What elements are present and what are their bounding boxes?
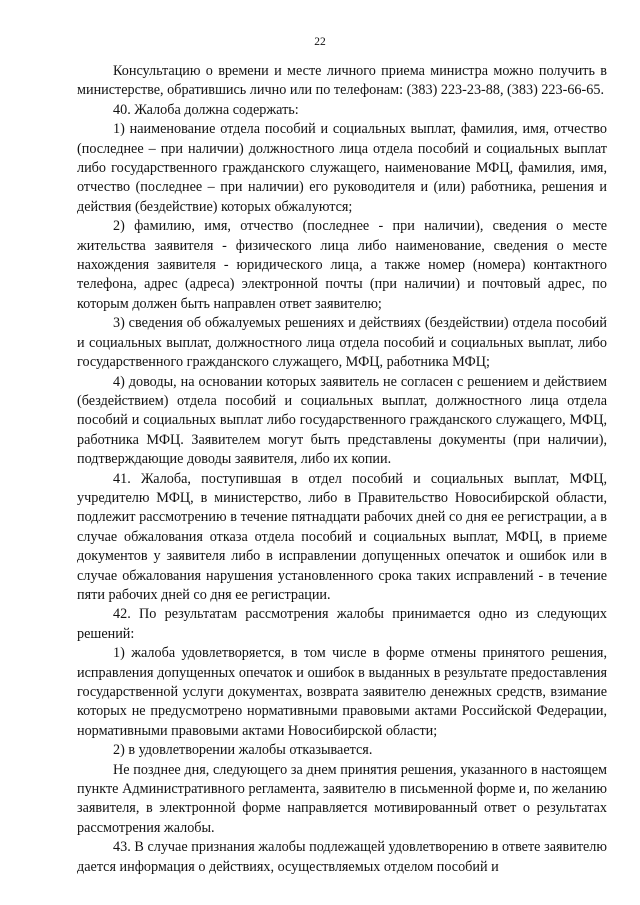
paragraph-40-4: 4) доводы, на основании которых заявитель не согласен с решением и действием (бездействием) отдела пособий и социальных выплат, должностного лица отдела пособий и социальных выплат либо государственного гражданского служащего, МФЦ, работника МФЦ. Заявителем могут быть представлены документы (при наличии), подтверждающие доводы заявителя, либо их копии. xyxy=(77,373,607,468)
paragraph-item-42: 42. По результатам рассмотрения жалобы принимается одно из следующих решений: xyxy=(77,606,607,642)
page-number: 22 xyxy=(314,36,326,48)
paragraph-item-41: 41. Жалоба, поступившая в отдел пособий и социальных выплат, МФЦ, учредителю МФЦ, в министерство, либо в Правительство Новосибирской области, подлежит рассмотрению в течение пятнадцати рабочих дней со дня ее регистрации, а в случае обжалования отказа отдела пособий и социальных выплат, МФЦ, в приеме документов у заявителя либо в исправлении допущенных опечаток и ошибок или в случае обжалования нарушения установленного срока таких исправлений - в течение пяти рабочих дней со дня ее регистрации. xyxy=(77,470,607,603)
paragraph-40-2: 2) фамилию, имя, отчество (последнее - при наличии), сведения о месте жительства заявителя - физического лица либо наименование, сведения о месте нахождения заявителя - юридического лица, а также номер (номера) контактного телефона, адрес (адреса) электронной почты (при наличии) и почтовый адрес, по которым должен быть направлен ответ заявителю; xyxy=(77,218,607,312)
paragraph-item-43: 43. В случае признания жалобы подлежащей удовлетворению в ответе заявителю дается информация о действиях, осуществляемых отделом пособий и xyxy=(77,839,607,875)
paragraph-item-40: 40. Жалоба должна содержать: xyxy=(113,101,299,118)
paragraph-42-1: 1) жалоба удовлетворяется, в том числе в форме отмены принятого решения, исправления допущенных опечаток и ошибок в выданных в результате предоставления государственной услуги документах, возврата заявителю денежных средств, взимание которых не предусмотрено нормативными правовыми актами Российской Федерации, нормативными правовыми актами Новосибирской области; xyxy=(77,645,607,739)
paragraph-40-1: 1) наименование отдела пособий и социальных выплат, фамилия, имя, отчество (последнее – при наличии) должностного лица отдела пособий и социальных выплат либо государственного гражданского служащего, наименование МФЦ, фамилия, имя, отчество (последнее – при наличии) его руководителя и (или) работника, решения и действия (бездействие) которых обжалуются; xyxy=(77,121,607,215)
paragraph-42-2: 2) в удовлетворении жалобы отказывается. xyxy=(113,742,373,759)
paragraph-response-deadline: Не позднее дня, следующего за днем принятия решения, указанного в настоящем пункте Административного регламента, заявителю в письменной форме и, по желанию заявителя, в электронной форме направляется мотивированный ответ о результатах рассмотрения жалобы. xyxy=(77,761,607,836)
paragraph-consultation: Консультацию о времени и месте личного приема министра можно получить в министерстве, обратившись лично или по телефонам: (383) 223-23-88, (383) 223-66-65. xyxy=(77,63,607,99)
paragraph-40-3: 3) сведения об обжалуемых решениях и действиях (бездействии) отдела пособий и социальных выплат, должностного лица отдела пособий и социальных выплат, либо государственного гражданского служащего, МФЦ, работника МФЦ; xyxy=(77,315,607,371)
document-body xyxy=(77,62,607,877)
